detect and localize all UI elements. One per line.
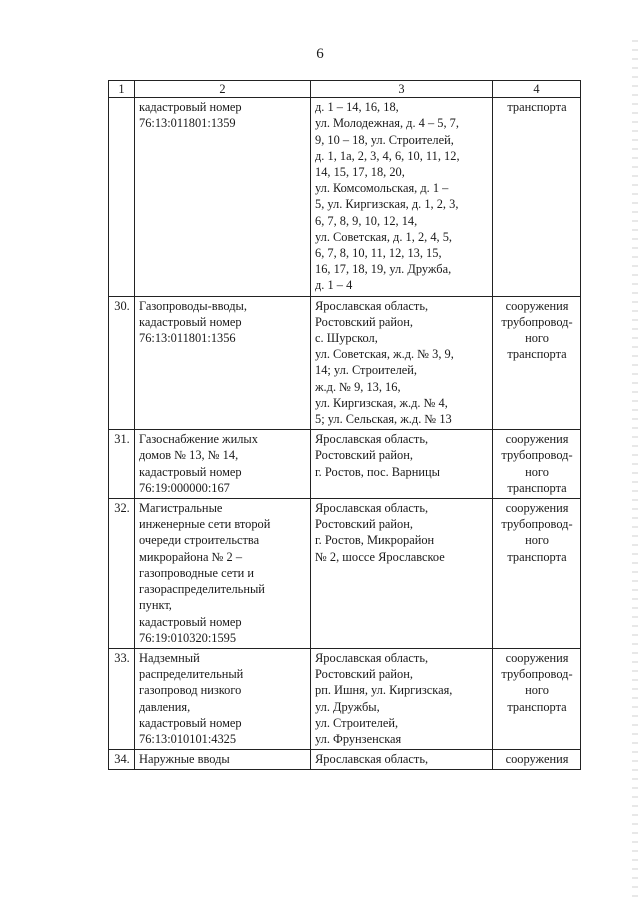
row-number-cell xyxy=(109,98,135,296)
page-number: 6 xyxy=(316,46,324,62)
purpose-cell: сооружения xyxy=(493,750,581,770)
column-header-3: 3 xyxy=(311,81,493,98)
address-cell: д. 1 – 14, 16, 18, ул. Молодежная, д. 4 – 5, 7, 9, 10 – 18, ул. Строителей, д. 1, 1а, 2, 3, 4, 6, 10, 11, 12, 14, 15, 17, 18, 20, ул. Комсомольская, д. 1 – 5, ул. Киргизская, д. 1, 2, 3, 6, 7, 8, 9, 10, 12, 14, ул. Советская, д. 1, 2, 4, 5, 6, 7, 8, 10, 11, 12, 13, 15, 16, 17, 18, 19, ул. Дружба, д. 1 – 4 xyxy=(311,98,493,296)
address-cell: Ярославская область, Ростовский район, г. Ростов, пос. Варницы xyxy=(311,430,493,499)
table-body xyxy=(109,98,581,770)
purpose-cell: транспорта xyxy=(493,98,581,296)
object-name-cell: Газопроводы-вводы, кадастровый номер 76:13:011801:1356 xyxy=(135,296,311,430)
table-row xyxy=(109,648,581,749)
purpose-cell: сооружения трубопровод- ного транспорта xyxy=(493,499,581,649)
address-cell: Ярославская область, xyxy=(311,750,493,770)
table-row xyxy=(109,430,581,499)
scan-edge-artifact xyxy=(632,40,638,900)
row-number-cell: 31. xyxy=(109,430,135,499)
column-header-4: 4 xyxy=(493,81,581,98)
purpose-cell: сооружения трубопровод- ного транспорта xyxy=(493,430,581,499)
row-number-cell: 34. xyxy=(109,750,135,770)
purpose-cell: сооружения трубопровод- ного транспорта xyxy=(493,648,581,749)
header-row xyxy=(109,81,581,98)
table-row xyxy=(109,296,581,430)
table-row xyxy=(109,750,581,770)
row-number-cell: 30. xyxy=(109,296,135,430)
object-name-cell: кадастровый номер 76:13:011801:1359 xyxy=(135,98,311,296)
row-number-cell: 33. xyxy=(109,648,135,749)
object-name-cell: Наружные вводы xyxy=(135,750,311,770)
address-cell: Ярославская область, Ростовский район, с. Шурскол, ул. Советская, ж.д. № 3, 9, 14; ул. Строителей, ж.д. № 9, 13, 16, ул. Киргизская, ж.д. № 4, 5; ул. Сельская, ж.д. № 13 xyxy=(311,296,493,430)
address-cell: Ярославская область, Ростовский район, г. Ростов, Микрорайон № 2, шоссе Ярославское xyxy=(311,499,493,649)
object-name-cell: Газоснабжение жилых домов № 13, № 14, кадастровый номер 76:19:000000:167 xyxy=(135,430,311,499)
row-number-cell: 32. xyxy=(109,499,135,649)
object-name-cell: Надземный распределительный газопровод низкого давления, кадастровый номер 76:13:010101:4325 xyxy=(135,648,311,749)
table-row xyxy=(109,98,581,296)
purpose-cell: сооружения трубопровод- ного транспорта xyxy=(493,296,581,430)
table-header xyxy=(109,81,581,98)
property-registry-table xyxy=(108,80,581,770)
table-row xyxy=(109,499,581,649)
column-header-1: 1 xyxy=(109,81,135,98)
address-cell: Ярославская область, Ростовский район, рп. Ишня, ул. Киргизская, ул. Дружбы, ул. Строителей, ул. Фрунзенская xyxy=(311,648,493,749)
object-name-cell: Магистральные инженерные сети второй очереди строительства микрорайона № 2 – газопроводные сети и газораспределительный пункт, кадастровый номер 76:19:010320:1595 xyxy=(135,499,311,649)
column-header-2: 2 xyxy=(135,81,311,98)
